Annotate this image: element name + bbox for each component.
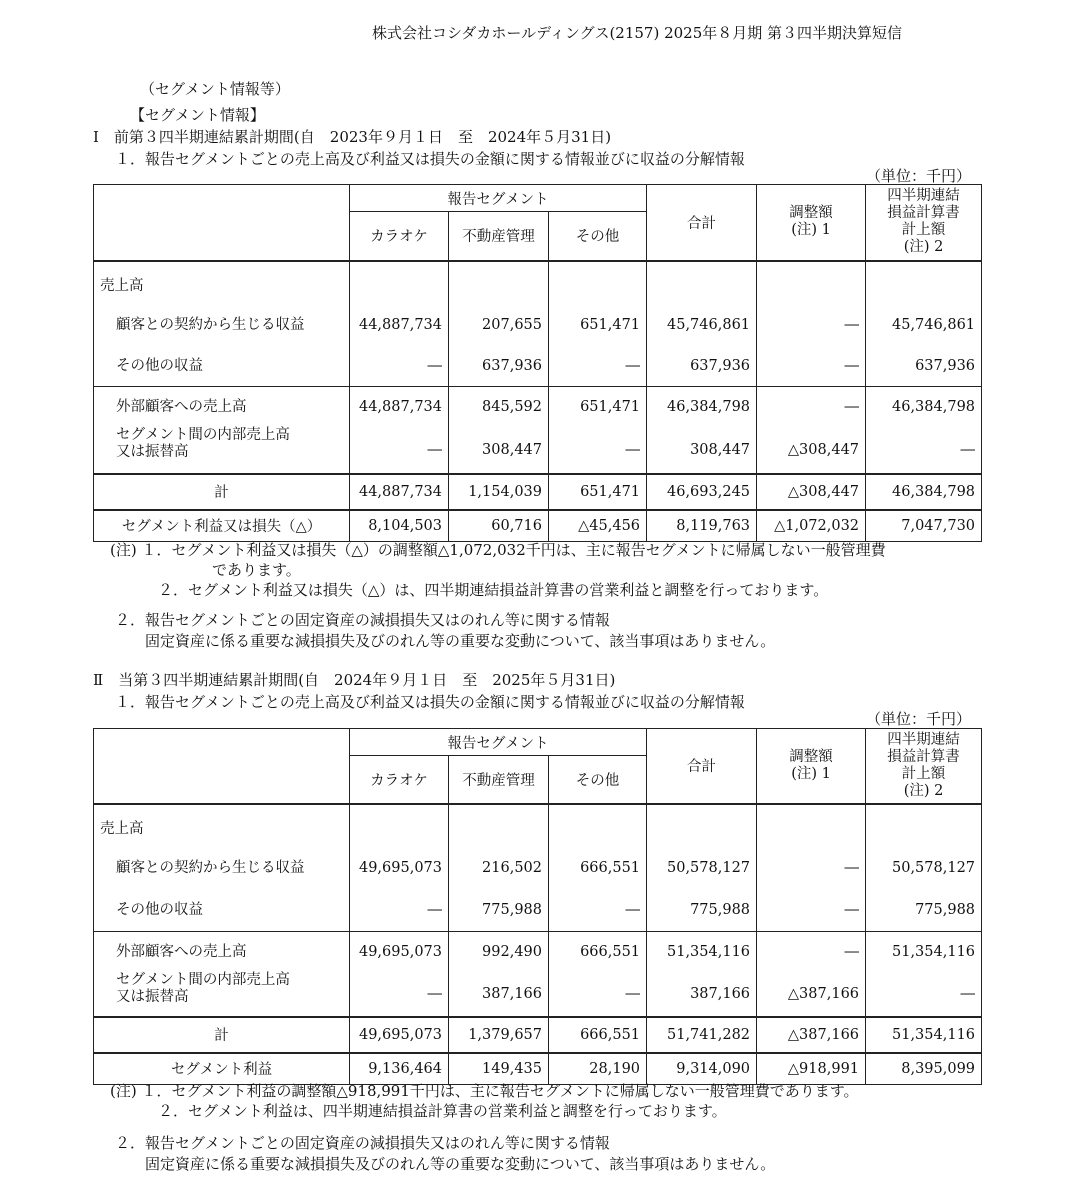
header-consolidated: 四半期連結 損益計算書 計上額 (注) 2 <box>866 729 982 804</box>
profit-adjustment: △1,072,032 <box>757 510 866 542</box>
row-label-block <box>94 386 350 474</box>
profit-karaoke: 8,104,503 <box>350 510 449 542</box>
profit-other: △45,456 <box>549 510 647 542</box>
profit-label: セグメント利益又は損失（△） <box>94 510 350 542</box>
period1-title: Ⅰ 前第３四半期連結累計期間(自 2023年９月１日 至 2024年５月31日) <box>93 128 612 146</box>
other-revenue-label: その他の収益 <box>116 357 203 374</box>
total-total: 46,693,245 <box>647 474 757 510</box>
header-total: 合計 <box>647 729 757 804</box>
period2-note-1: (注) １．セグメント利益の調整額△918,991千円は、主に報告セグメントに帰属しない一般管理費であります。 <box>110 1082 859 1100</box>
other-revenue-label: その他の収益 <box>116 901 203 918</box>
table-corner <box>94 729 350 804</box>
col-other: 651,471 ― <box>549 261 647 387</box>
header-reporting-segment: 報告セグメント <box>350 185 647 212</box>
subsection-title: 【セグメント情報】 <box>130 106 265 124</box>
col-adjustment: ― △387,166 <box>757 931 866 1017</box>
total-consolidated: 51,354,116 <box>866 1017 982 1053</box>
col-karaoke: 44,887,734 ― <box>350 261 449 387</box>
total-karaoke: 44,887,734 <box>350 474 449 510</box>
col-adjustment: ― ― <box>757 804 866 932</box>
header-real-estate: 不動産管理 <box>449 756 549 804</box>
contract-revenue-label: 顧客との契約から生じる収益 <box>116 316 305 333</box>
row-label-block <box>94 931 350 1017</box>
total-real-estate: 1,154,039 <box>449 474 549 510</box>
profit-consolidated: 8,395,099 <box>866 1053 982 1085</box>
total-karaoke: 49,695,073 <box>350 1017 449 1053</box>
header-karaoke: カラオケ <box>350 212 449 261</box>
external-sales-label: 外部顧客への売上高 <box>116 943 247 960</box>
period1-segment-table <box>93 184 982 542</box>
total-consolidated: 46,384,798 <box>866 474 982 510</box>
profit-total: 9,314,090 <box>647 1053 757 1085</box>
period2-item2-body: 固定資産に係る重要な減損損失及びのれん等の重要な変動について、該当事項はありません。 <box>145 1155 776 1173</box>
row-label-block <box>94 261 350 387</box>
period2-segment-table <box>93 728 982 1085</box>
col-consolidated: 51,354,116 ― <box>866 931 982 1017</box>
col-real-estate: 845,592 308,447 <box>449 386 549 474</box>
period2-title: Ⅱ 当第３四半期連結累計期間(自 2024年９月１日 至 2025年５月31日) <box>93 671 616 689</box>
col-karaoke: 44,887,734 ― <box>350 386 449 474</box>
col-other: 666,551 ― <box>549 931 647 1017</box>
header-consolidated: 四半期連結 損益計算書 計上額 (注) 2 <box>866 185 982 261</box>
period1-item2-body: 固定資産に係る重要な減損損失及びのれん等の重要な変動について、該当事項はありません。 <box>145 632 776 650</box>
col-real-estate: 207,655 637,936 <box>449 261 549 387</box>
col-real-estate: 992,490 387,166 <box>449 931 549 1017</box>
col-consolidated: 50,578,127 775,988 <box>866 804 982 932</box>
total-total: 51,741,282 <box>647 1017 757 1053</box>
profit-karaoke: 9,136,464 <box>350 1053 449 1085</box>
intersegment-label: セグメント間の内部売上高 又は振替高 <box>116 971 290 1005</box>
total-adjustment: △308,447 <box>757 474 866 510</box>
sales-label: 売上高 <box>100 277 144 294</box>
header-reporting-segment: 報告セグメント <box>350 729 647 756</box>
contract-revenue-label: 顧客との契約から生じる収益 <box>116 859 305 876</box>
period1-note-1-cont: であります。 <box>212 561 301 579</box>
col-other: 651,471 ― <box>549 386 647 474</box>
period2-item1-title: １．報告セグメントごとの売上高及び利益又は損失の金額に関する情報並びに収益の分解情報 <box>115 693 745 711</box>
total-adjustment: △387,166 <box>757 1017 866 1053</box>
intersegment-label: セグメント間の内部売上高 又は振替高 <box>116 426 290 460</box>
col-total: 45,746,861 637,936 <box>647 261 757 387</box>
col-total: 50,578,127 775,988 <box>647 804 757 932</box>
period1-item2-title: ２．報告セグメントごとの固定資産の減損損失又はのれん等に関する情報 <box>115 611 610 629</box>
header-total: 合計 <box>647 185 757 261</box>
period2-note-2: ２．セグメント利益は、四半期連結損益計算書の営業利益と調整を行っております。 <box>158 1102 727 1120</box>
external-sales-label: 外部顧客への売上高 <box>116 398 247 415</box>
profit-consolidated: 7,047,730 <box>866 510 982 542</box>
col-adjustment: ― △308,447 <box>757 386 866 474</box>
header-real-estate: 不動産管理 <box>449 212 549 261</box>
profit-total: 8,119,763 <box>647 510 757 542</box>
header-adjustment: 調整額 (注) 1 <box>757 185 866 261</box>
period1-note-2: ２．セグメント利益又は損失（△）は、四半期連結損益計算書の営業利益と調整を行っております。 <box>158 581 829 599</box>
col-consolidated: 46,384,798 ― <box>866 386 982 474</box>
col-karaoke: 49,695,073 ― <box>350 804 449 932</box>
document-header: 株式会社コシダカホールディングス(2157) 2025年８月期 第３四半期決算短信 <box>372 24 903 42</box>
profit-other: 28,190 <box>549 1053 647 1085</box>
header-other: その他 <box>549 756 647 804</box>
total-real-estate: 1,379,657 <box>449 1017 549 1053</box>
period1-unit: （単位：千円） <box>866 167 972 185</box>
total-other: 666,551 <box>549 1017 647 1053</box>
col-real-estate: 216,502 775,988 <box>449 804 549 932</box>
period2-item2-title: ２．報告セグメントごとの固定資産の減損損失又はのれん等に関する情報 <box>115 1134 610 1152</box>
header-karaoke: カラオケ <box>350 756 449 804</box>
col-karaoke: 49,695,073 ― <box>350 931 449 1017</box>
col-other: 666,551 ― <box>549 804 647 932</box>
col-adjustment: ― ― <box>757 261 866 387</box>
section-title: （セグメント情報等） <box>140 80 290 98</box>
header-other: その他 <box>549 212 647 261</box>
header-adjustment: 調整額 (注) 1 <box>757 729 866 804</box>
sales-label: 売上高 <box>100 820 144 837</box>
total-label: 計 <box>94 474 350 510</box>
profit-label: セグメント利益 <box>94 1053 350 1085</box>
total-other: 651,471 <box>549 474 647 510</box>
period1-note-1: (注) １．セグメント利益又は損失（△）の調整額△1,072,032千円は、主に報告セグメントに帰属しない一般管理費 <box>110 541 886 559</box>
period2-unit: （単位：千円） <box>866 710 972 728</box>
period1-item1-title: １．報告セグメントごとの売上高及び利益又は損失の金額に関する情報並びに収益の分解情報 <box>115 150 745 168</box>
profit-adjustment: △918,991 <box>757 1053 866 1085</box>
col-total: 46,384,798 308,447 <box>647 386 757 474</box>
col-consolidated: 45,746,861 637,936 <box>866 261 982 387</box>
col-total: 51,354,116 387,166 <box>647 931 757 1017</box>
total-label: 計 <box>94 1017 350 1053</box>
table-corner <box>94 185 350 261</box>
profit-real-estate: 60,716 <box>449 510 549 542</box>
profit-real-estate: 149,435 <box>449 1053 549 1085</box>
row-label-block <box>94 804 350 932</box>
